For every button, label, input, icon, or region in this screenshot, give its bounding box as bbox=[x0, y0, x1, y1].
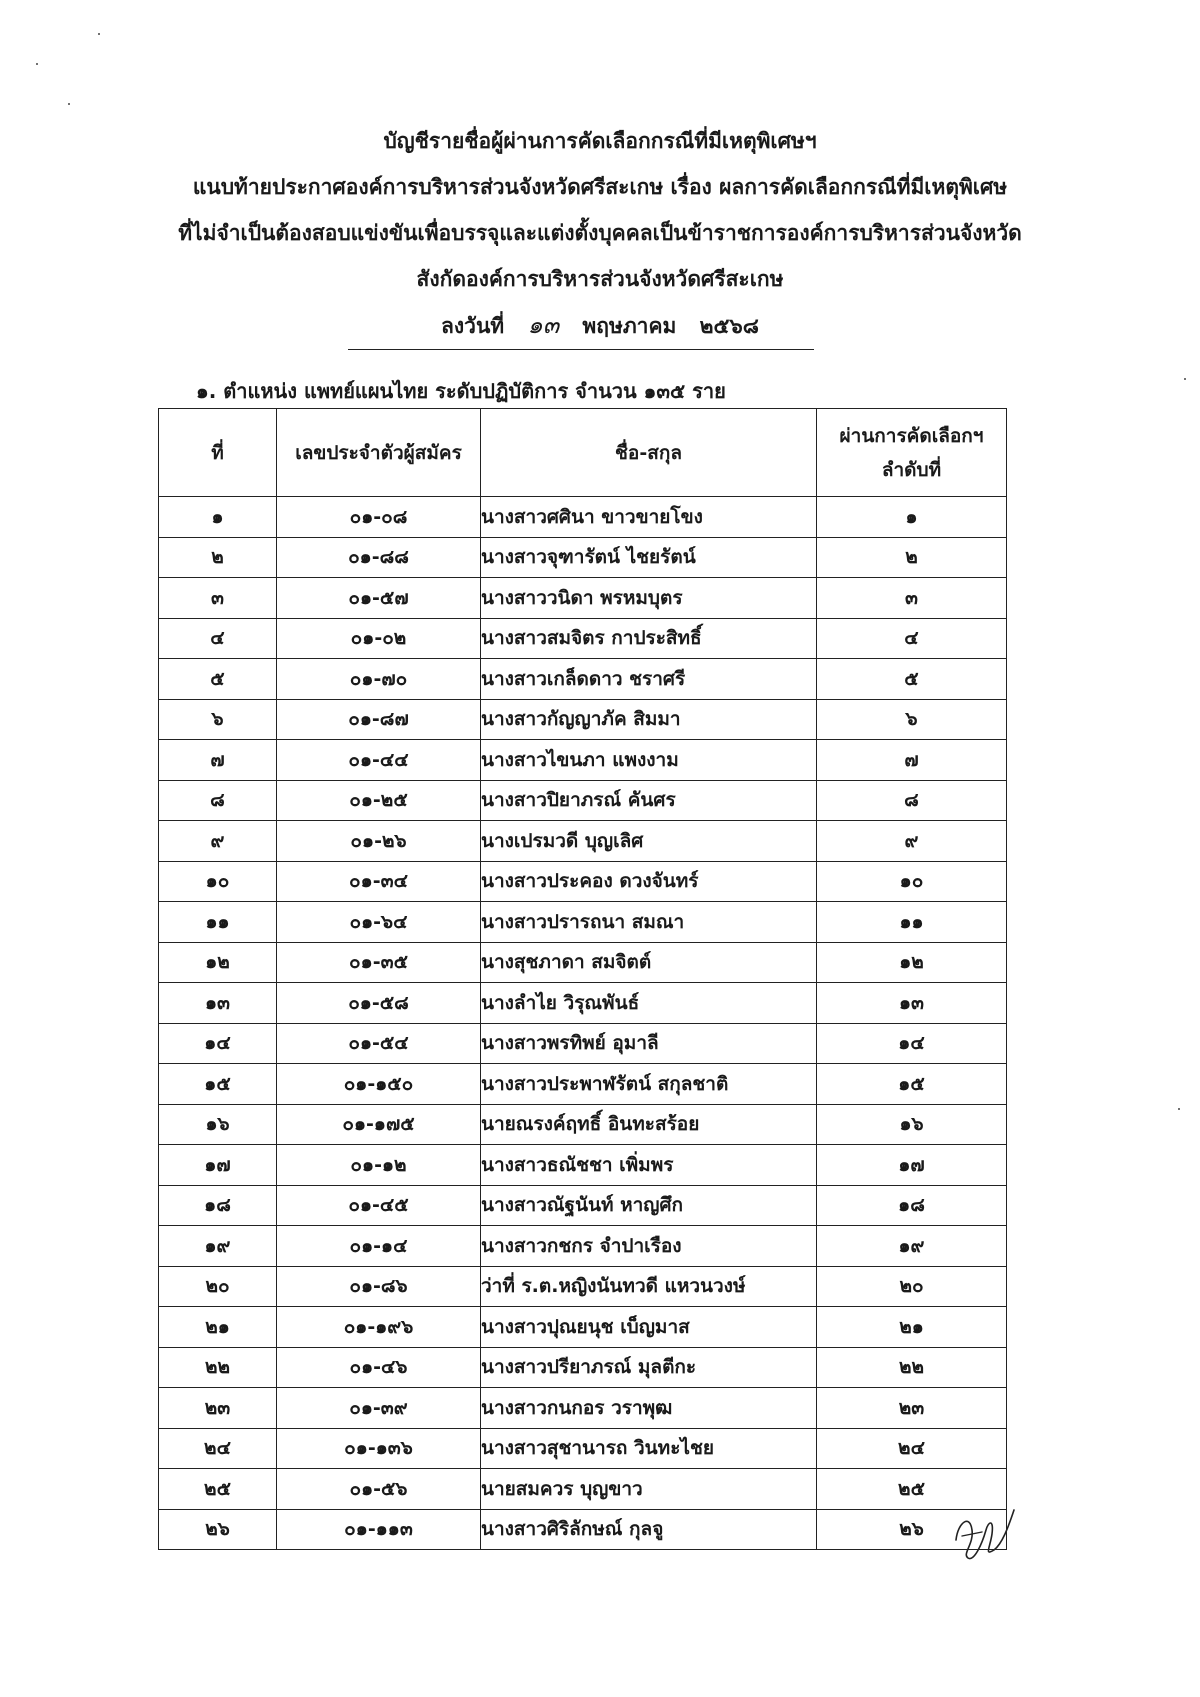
row-rank: ๒๓ bbox=[817, 1388, 1007, 1429]
row-name: นางสุชภาดา สมจิตต์ bbox=[481, 942, 817, 983]
row-no: ๑๒ bbox=[159, 942, 277, 983]
table-row bbox=[159, 1226, 1007, 1267]
row-rank: ๑๔ bbox=[817, 1023, 1007, 1064]
row-no: ๒๐ bbox=[159, 1266, 277, 1307]
table-row bbox=[159, 618, 1007, 659]
row-no: ๑ bbox=[159, 497, 277, 538]
row-rank: ๑๖ bbox=[817, 1104, 1007, 1145]
row-no: ๒๔ bbox=[159, 1428, 277, 1469]
row-name: นางสาวกัญญาภัค สิมมา bbox=[481, 699, 817, 740]
row-no: ๔ bbox=[159, 618, 277, 659]
table-header-row bbox=[159, 409, 1007, 497]
row-name: นางสาวสมจิตร กาประสิทธิ์ bbox=[481, 618, 817, 659]
row-name: นางสาวณัฐนันท์ หาญศึก bbox=[481, 1185, 817, 1226]
row-applicant-id: ๐๑-๕๔ bbox=[277, 1023, 481, 1064]
row-rank: ๑๗ bbox=[817, 1145, 1007, 1186]
row-rank: ๒๒ bbox=[817, 1347, 1007, 1388]
scan-speck bbox=[36, 63, 38, 65]
row-no: ๑๐ bbox=[159, 861, 277, 902]
row-applicant-id: ๐๑-๘๘ bbox=[277, 537, 481, 578]
row-no: ๑๓ bbox=[159, 983, 277, 1024]
row-name: นางสาวธณัชชา เพิ่มพร bbox=[481, 1145, 817, 1186]
row-no: ๒ bbox=[159, 537, 277, 578]
row-name: ว่าที่ ร.ต.หญิงนันทวดี แหวนวงษ์ bbox=[481, 1266, 817, 1307]
row-rank: ๒๖ bbox=[817, 1509, 1007, 1550]
table-row bbox=[159, 1104, 1007, 1145]
row-name: นางสาวประพาฬรัตน์ สกุลชาติ bbox=[481, 1064, 817, 1105]
table-row bbox=[159, 1428, 1007, 1469]
row-applicant-id: ๐๑-๑๑๓ bbox=[277, 1509, 481, 1550]
row-applicant-id: ๐๑-๓๙ bbox=[277, 1388, 481, 1429]
document-header bbox=[0, 118, 1200, 348]
date-month: พฤษภาคม bbox=[582, 314, 677, 338]
section-title: ๑. ตำแหน่ง แพทย์แผนไทย ระดับปฏิบัติการ จำนวน ๑๓๕ ราย bbox=[196, 379, 726, 403]
row-rank: ๔ bbox=[817, 618, 1007, 659]
row-rank: ๑๑ bbox=[817, 902, 1007, 943]
row-name: นายณรงค์ฤทธิ์ อินทะสร้อย bbox=[481, 1104, 817, 1145]
row-rank: ๒๕ bbox=[817, 1469, 1007, 1510]
col-header-applicant-id: เลขประจำตัวผู้สมัคร bbox=[277, 409, 481, 497]
table-row bbox=[159, 983, 1007, 1024]
header-line-4: สังกัดองค์การบริหารส่วนจังหวัดศรีสะเกษ bbox=[416, 267, 784, 291]
row-applicant-id: ๐๑-๑๔ bbox=[277, 1226, 481, 1267]
row-no: ๑๔ bbox=[159, 1023, 277, 1064]
row-rank: ๒๑ bbox=[817, 1307, 1007, 1348]
row-name: นางสาวจุฑารัตน์ ไชยรัตน์ bbox=[481, 537, 817, 578]
row-applicant-id: ๐๑-๘๖ bbox=[277, 1266, 481, 1307]
row-name: นางสาวพรทิพย์ อุมาลี bbox=[481, 1023, 817, 1064]
row-name: นางสาวไขนภา แพงงาม bbox=[481, 740, 817, 781]
row-applicant-id: ๐๑-๑๒ bbox=[277, 1145, 481, 1186]
row-name: นางสาวกชกร จำปาเรือง bbox=[481, 1226, 817, 1267]
row-rank: ๑๐ bbox=[817, 861, 1007, 902]
row-rank: ๑๕ bbox=[817, 1064, 1007, 1105]
row-name: นางสาวปุณยนุช เบ็ญมาส bbox=[481, 1307, 817, 1348]
row-rank: ๕ bbox=[817, 659, 1007, 700]
table-row bbox=[159, 821, 1007, 862]
date-line bbox=[0, 302, 1200, 348]
row-rank: ๙ bbox=[817, 821, 1007, 862]
table-row bbox=[159, 578, 1007, 619]
table-row bbox=[159, 1023, 1007, 1064]
row-applicant-id: ๐๑-๓๔ bbox=[277, 861, 481, 902]
table-row bbox=[159, 740, 1007, 781]
row-rank: ๘ bbox=[817, 780, 1007, 821]
row-no: ๒๕ bbox=[159, 1469, 277, 1510]
row-rank: ๗ bbox=[817, 740, 1007, 781]
table-row bbox=[159, 699, 1007, 740]
row-name: นางสาวปรียาภรณ์ มุลตีกะ bbox=[481, 1347, 817, 1388]
row-no: ๒๖ bbox=[159, 1509, 277, 1550]
col-header-name: ชื่อ-สกุล bbox=[481, 409, 817, 497]
table-row bbox=[159, 1145, 1007, 1186]
date-prefix: ลงวันที่ bbox=[441, 314, 505, 338]
row-rank: ๑๓ bbox=[817, 983, 1007, 1024]
table-row bbox=[159, 902, 1007, 943]
row-rank: ๒๐ bbox=[817, 1266, 1007, 1307]
table-row bbox=[159, 659, 1007, 700]
row-rank: ๒ bbox=[817, 537, 1007, 578]
row-applicant-id: ๐๑-๓๕ bbox=[277, 942, 481, 983]
divider-line bbox=[348, 349, 814, 350]
table-row bbox=[159, 1266, 1007, 1307]
row-applicant-id: ๐๑-๘๗ bbox=[277, 699, 481, 740]
table-row bbox=[159, 1347, 1007, 1388]
scan-speck bbox=[68, 103, 70, 105]
row-name: นางลำไย วิรุณพันธ์ bbox=[481, 983, 817, 1024]
candidates-table bbox=[158, 408, 1007, 1550]
row-applicant-id: ๐๑-๑๓๖ bbox=[277, 1428, 481, 1469]
row-no: ๒๑ bbox=[159, 1307, 277, 1348]
row-applicant-id: ๐๑-๒๕ bbox=[277, 780, 481, 821]
row-no: ๑๕ bbox=[159, 1064, 277, 1105]
table-row bbox=[159, 1469, 1007, 1510]
row-no: ๕ bbox=[159, 659, 277, 700]
row-applicant-id: ๐๑-๑๕๐ bbox=[277, 1064, 481, 1105]
row-name: นางสาวปิยาภรณ์ คันศร bbox=[481, 780, 817, 821]
row-applicant-id: ๐๑-๕๘ bbox=[277, 983, 481, 1024]
row-applicant-id: ๐๑-๔๕ bbox=[277, 1185, 481, 1226]
col-header-rank-line1: ผ่านการคัดเลือกฯ bbox=[839, 424, 984, 447]
row-name: นางสาวศิริลักษณ์ กุลจู bbox=[481, 1509, 817, 1550]
table-row bbox=[159, 780, 1007, 821]
date-year: ๒๕๖๘ bbox=[699, 314, 759, 338]
row-name: นางสาวเกล็ดดาว ชราศรี bbox=[481, 659, 817, 700]
table-row bbox=[159, 537, 1007, 578]
row-name: นายสมควร บุญขาว bbox=[481, 1469, 817, 1510]
signature-mark bbox=[948, 1500, 1020, 1562]
table-row bbox=[159, 1307, 1007, 1348]
row-applicant-id: ๐๑-๔๖ bbox=[277, 1347, 481, 1388]
row-name: นางสาววนิดา พรหมบุตร bbox=[481, 578, 817, 619]
row-applicant-id: ๐๑-๑๙๖ bbox=[277, 1307, 481, 1348]
row-applicant-id: ๐๑-๖๔ bbox=[277, 902, 481, 943]
header-line-1: บัญชีรายชื่อผู้ผ่านการคัดเลือกกรณีที่มีเหตุพิเศษฯ bbox=[383, 129, 817, 153]
row-no: ๗ bbox=[159, 740, 277, 781]
row-applicant-id: ๐๑-๑๗๕ bbox=[277, 1104, 481, 1145]
date-day: ๑๓ bbox=[527, 311, 560, 339]
row-applicant-id: ๐๑-๐๒ bbox=[277, 618, 481, 659]
col-header-rank bbox=[817, 409, 1007, 497]
scan-speck bbox=[1178, 1108, 1180, 1110]
table-row bbox=[159, 1509, 1007, 1550]
row-name: นางสาวปรารถนา สมณา bbox=[481, 902, 817, 943]
row-applicant-id: ๐๑-๕๖ bbox=[277, 1469, 481, 1510]
row-rank: ๑๘ bbox=[817, 1185, 1007, 1226]
row-applicant-id: ๐๑-๐๘ bbox=[277, 497, 481, 538]
row-name: นางสาวกนกอร วราพุฒ bbox=[481, 1388, 817, 1429]
header-line-3: ที่ไม่จำเป็นต้องสอบแข่งขันเพื่อบรรจุและแต่งตั้งบุคคลเป็นข้าราชการองค์การบริหารส่วนจังหวัด bbox=[178, 221, 1022, 245]
col-header-no: ที่ bbox=[159, 409, 277, 497]
row-no: ๑๙ bbox=[159, 1226, 277, 1267]
row-name: นางสาวศศินา ขาวขายโขง bbox=[481, 497, 817, 538]
row-no: ๘ bbox=[159, 780, 277, 821]
table-row bbox=[159, 861, 1007, 902]
table-row bbox=[159, 497, 1007, 538]
scan-speck bbox=[98, 33, 100, 35]
row-applicant-id: ๐๑-๕๗ bbox=[277, 578, 481, 619]
row-applicant-id: ๐๑-๗๐ bbox=[277, 659, 481, 700]
row-applicant-id: ๐๑-๒๖ bbox=[277, 821, 481, 862]
row-name: นางเปรมวดี บุญเลิศ bbox=[481, 821, 817, 862]
row-no: ๑๑ bbox=[159, 902, 277, 943]
table-row bbox=[159, 1185, 1007, 1226]
scan-speck bbox=[1184, 378, 1186, 380]
header-line-2: แนบท้ายประกาศองค์การบริหารส่วนจังหวัดศรีสะเกษ เรื่อง ผลการคัดเลือกกรณีที่มีเหตุพิเศษ bbox=[192, 175, 1008, 199]
col-header-rank-line2: ลำดับที่ bbox=[881, 458, 942, 481]
row-no: ๒๒ bbox=[159, 1347, 277, 1388]
row-rank: ๓ bbox=[817, 578, 1007, 619]
row-applicant-id: ๐๑-๔๔ bbox=[277, 740, 481, 781]
table-row bbox=[159, 942, 1007, 983]
row-no: ๙ bbox=[159, 821, 277, 862]
row-rank: ๑๙ bbox=[817, 1226, 1007, 1267]
row-rank: ๒๔ bbox=[817, 1428, 1007, 1469]
row-rank: ๑ bbox=[817, 497, 1007, 538]
row-name: นางสาวประคอง ดวงจันทร์ bbox=[481, 861, 817, 902]
row-no: ๓ bbox=[159, 578, 277, 619]
row-rank: ๖ bbox=[817, 699, 1007, 740]
row-no: ๑๖ bbox=[159, 1104, 277, 1145]
row-rank: ๑๒ bbox=[817, 942, 1007, 983]
table-row bbox=[159, 1388, 1007, 1429]
table-row bbox=[159, 1064, 1007, 1105]
row-no: ๒๓ bbox=[159, 1388, 277, 1429]
row-no: ๖ bbox=[159, 699, 277, 740]
row-no: ๑๘ bbox=[159, 1185, 277, 1226]
row-name: นางสาวสุชานารถ วินทะไชย bbox=[481, 1428, 817, 1469]
row-no: ๑๗ bbox=[159, 1145, 277, 1186]
